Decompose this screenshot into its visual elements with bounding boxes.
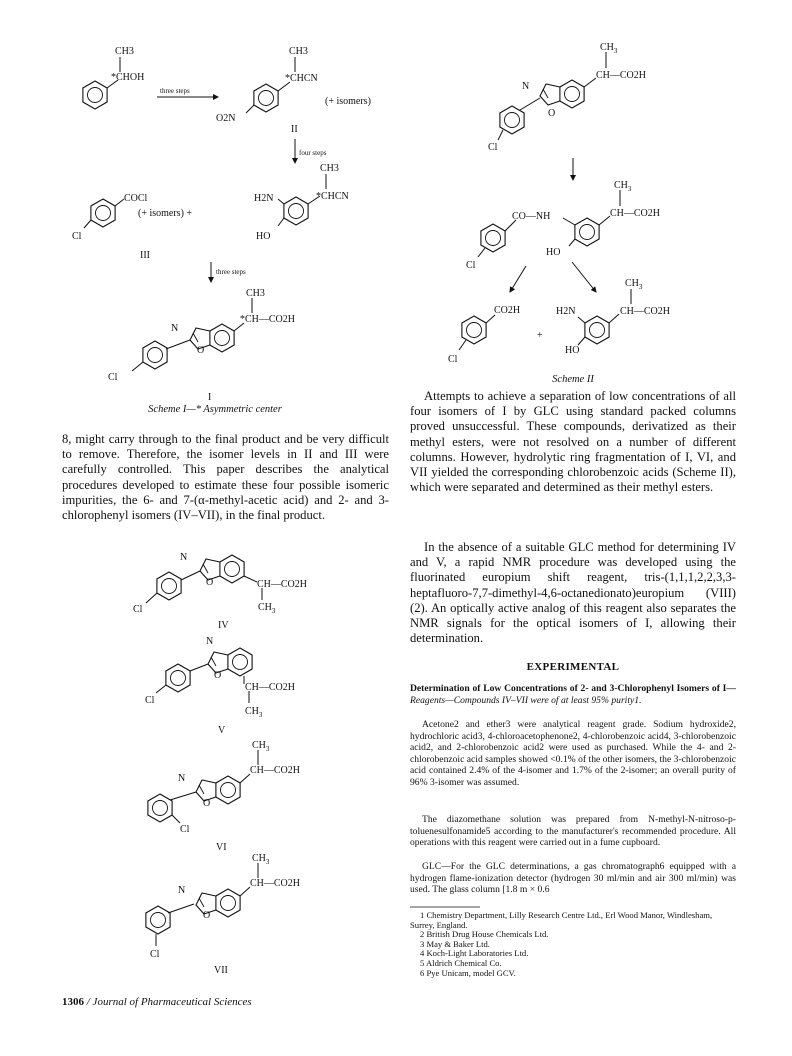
scheme2-plus: + [537,330,543,341]
svg-text:H2N: H2N [254,193,274,204]
svg-text:N: N [206,636,214,647]
svg-text:*CHOH: *CHOH [111,72,145,83]
svg-text:Cl: Cl [145,695,155,706]
svg-text:Cl: Cl [72,231,82,242]
footnotes [410,911,736,978]
svg-text:HO: HO [565,345,580,356]
structure-IV [133,552,307,631]
svg-text:(+ isomers) +: (+ isomers) + [138,208,193,219]
svg-text:V: V [218,725,226,736]
scheme1-caption: Scheme I—* Asymmetric center [148,404,282,415]
svg-text:N: N [180,552,188,563]
svg-text:CH3: CH3 [320,163,339,174]
svg-text:four steps: four steps [299,149,327,157]
scheme2-top-structure [488,42,646,153]
right-paragraph-1: Attempts to achieve a separation of low concentrations of all four isomers of I by GLC using standard packed columns proved unsuccessful. These compounds, derivatized as their methyl esters, were not resolved on a number of different columns. However, hydrolytic ring fragmentation of I, VI, and VII yielded the corresponding chlorobenzoic acids (Scheme II), which were separated and determined as their methyl esters. [410,389,736,495]
svg-text:CH3: CH3 [246,288,265,299]
svg-text:three steps: three steps [160,87,190,95]
svg-text:HO: HO [546,247,561,258]
svg-text:Cl: Cl [180,824,190,835]
svg-text:O: O [548,108,556,119]
compound-I [108,288,295,403]
right-paragraph-2: In the absence of a suitable GLC method for determining IV and V, a rapid NMR procedure was developed using the fluorinated europium shift reagent, tris-(1,1,1,2,2,3,3-heptafluoro-7,7-dimethyl-4,6-octanedionato)europium (VIII) (2). An optically active analog of this reagent also separates the NMR signals for the optical isomers of I, allowing their determination. [410,540,736,646]
svg-text:CH3: $CH_3$ [625,278,643,291]
svg-text:Cl: Cl [488,142,498,153]
svg-text:Cl: Cl [150,949,160,960]
svg-text:O: O [197,345,205,356]
svg-text:Cl: Cl [448,354,458,365]
svg-text:CH3: CH3 [115,46,134,57]
svg-text:Cl: Cl [133,604,143,615]
structure-VI [148,740,300,853]
scheme1-start-material [83,46,144,109]
svg-text:Cl: Cl [108,372,118,383]
structure-V [145,636,295,736]
scheme2-chlorobenzoic-acid [448,305,520,365]
svg-text:three steps: three steps [216,268,246,276]
svg-text:N: N [178,885,186,896]
svg-text:H2N: H2N [556,306,576,317]
scheme2-caption: Scheme II [552,374,594,385]
svg-text:*CHCN: *CHCN [316,191,349,202]
footnote-3: 3 May & Baker Ltd. [420,938,490,949]
aminophenol-intermediate [254,163,349,242]
subheading-rest: Reagents—Compounds IV–VII were of at least 95% purity1. [410,694,642,706]
page-number: 1306 [62,996,84,1008]
compound-II [216,46,371,135]
svg-text:HO: HO [256,231,271,242]
svg-text:Cl: Cl [466,260,476,271]
svg-text:CH—CO2H: CH—CO2H [596,70,647,81]
svg-text:CH—CO2H: CH—CO2H [250,878,301,889]
svg-text:IV: IV [218,620,229,631]
svg-text:CH3: $CH_3$ [252,853,270,866]
svg-text:CH—CO2H: CH—CO2H [610,208,661,219]
footnote-1: 1 Chemistry Department, Lilly Research Centre Ltd., Erl Wood Manor, Windlesham, Surrey, England. [410,910,713,930]
svg-text:VII: VII [214,965,228,976]
svg-text:CO—NH: CO—NH [512,211,551,222]
experimental-subheading [410,683,736,706]
svg-text:O2N: O2N [216,113,236,124]
svg-text:(+ isomers): (+ isomers) [325,96,371,107]
experimental-p2: The diazomethane solution was prepared from N-methyl-N-nitroso-p-toluenesulfonamide5 according to the manufacturer's recommended procedure. All operations with this reagent were carried out in a fume cupboard. [410,814,736,849]
subheading-bold: Determination of Low Concentrations of 2- and 3-Chlorophenyl Isomers of I— [410,683,736,694]
svg-text:N: N [178,773,186,784]
svg-text:CH3: $CH_3$ [252,740,270,753]
svg-text:CH—CO2H: CH—CO2H [245,682,296,693]
svg-text:N: N [171,323,179,334]
experimental-p3: GLC—For the GLC determinations, a gas chromatograph6 equipped with a hydrogen flame-ionization detector (hydrogen 30 ml/min and air 300 ml/min) was used. The glass column [1.8 m × 0.6 [410,861,736,896]
svg-text:CH3: $CH_3$ [614,180,632,193]
footnote-5: 5 Aldrich Chemical Co. [420,957,502,968]
svg-text:CH—CO2H: CH—CO2H [620,306,671,317]
scheme2-arrow-right [572,262,596,292]
scheme2-amide-intermediate [466,180,660,271]
svg-text:CH3: $CH_3$ [245,706,263,719]
structure-VII [146,853,300,976]
svg-text:CO2H: CO2H [494,305,521,316]
compound-III [72,193,192,261]
scheme2-aminophenol-product [556,278,670,356]
footnote-4: 4 Koch-Light Laboratories Ltd. [420,948,529,959]
svg-text:O: O [203,798,211,809]
svg-text:CH3: $CH_3$ [258,602,276,615]
svg-text:N: N [522,81,530,92]
svg-text:COCl: COCl [124,193,148,204]
svg-text:III: III [140,250,150,261]
footnote-2: 2 British Drug House Chemicals Ltd. [420,929,549,940]
svg-text:O: O [214,670,222,681]
left-body-paragraph: 8, might carry through to the final product and be very difficult to remove. Therefore, the isomer levels in II and III were carefully controlled. This paper describes the analytical procedures developed to estimate these four possible isomeric impurities, the 6- and 7-(α-methyl-acetic acid) and 2- and 3-chlorophenyl isomers (IV–VII), in the final product. [62,432,389,523]
svg-text:*CH—CO2H: *CH—CO2H [240,314,296,325]
svg-text:CH—CO2H: CH—CO2H [250,765,301,776]
footnote-6: 6 Pye Unicam, model GCV. [420,967,516,978]
svg-text:VI: VI [216,842,227,853]
arrow-four-steps [295,139,327,163]
arrow-three-steps-1 [157,87,218,97]
page-footer [62,996,252,1008]
experimental-heading: EXPERIMENTAL [526,661,620,673]
svg-text:II: II [291,124,298,135]
journal-name: / Journal of Pharmaceutical Sciences [86,996,252,1008]
scheme2-arrow-left [510,266,526,292]
svg-text:CH3: CH3 [289,46,308,57]
experimental-p1: Acetone2 and ether3 were analytical reagent grade. Sodium hydroxide2, hydrochloric acid3, 4-chloroacetophenone2, 4-chlorobenzoic acid4, 3-chlorobenzoic acid2, and 2-chlorobenzoic acid2 were used as purchased. While the 4- and 2-chlorobenzoic acid samples showed <0.1% of the other isomers, the 3-chlorobenzoic acid contained 2.4% of the 4-isomer and 1.7% of the 2-isomer; an overall purity of 96% 3-isomer was assumed. [410,719,736,788]
svg-text:O: O [203,910,211,921]
svg-text:*CHCN: *CHCN [285,73,318,84]
arrow-three-steps-2 [211,262,246,282]
svg-text:I: I [208,392,212,403]
svg-text:CH3: $CH_3$ [600,42,618,55]
svg-text:CH—CO2H: CH—CO2H [257,579,308,590]
svg-text:O: O [206,577,214,588]
